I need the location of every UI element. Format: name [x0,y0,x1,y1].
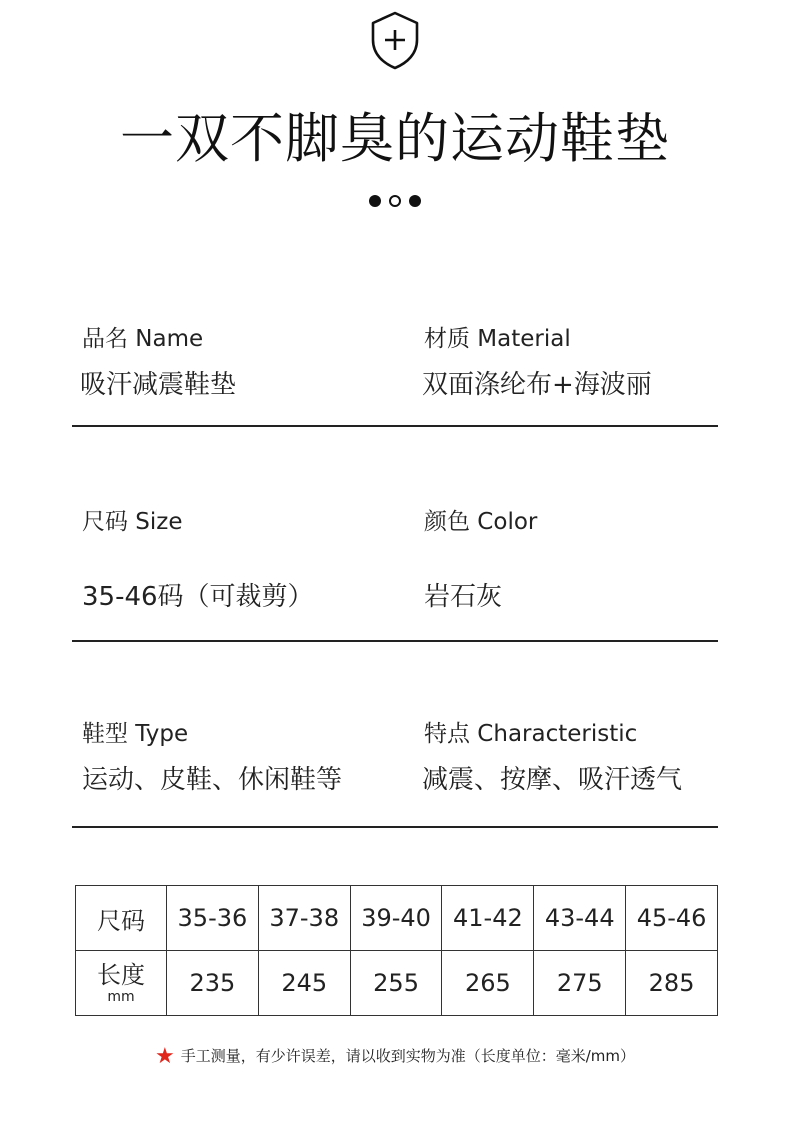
size-cell: 45-46 [626,886,718,951]
length-cell: 265 [442,951,534,1016]
name-value: 吸汗减震鞋垫 [80,370,237,400]
length-unit: mm [107,989,135,1005]
shield-plus-icon [369,10,421,70]
length-cell: 285 [626,951,718,1016]
size-value: 35-46码（可裁剪） [82,582,314,612]
divider [72,425,718,427]
length-label: 长度 [97,961,145,989]
size-cell: 37-38 [258,886,350,951]
page-title: 一双不脚臭的运动鞋垫 [120,107,670,170]
material-value: 双面涤纶布+海波丽 [422,370,652,400]
color-label: 颜色 Color [424,509,538,535]
type-value: 运动、皮鞋、休闲鞋等 [82,765,343,795]
length-cell: 255 [350,951,442,1016]
material-label: 材质 Material [424,326,571,352]
size-chart-table [75,885,718,1016]
size-cell: 35-36 [167,886,259,951]
size-cell: 39-40 [350,886,442,951]
size-cell: 43-44 [534,886,626,951]
length-header-cell [76,951,167,1016]
measurement-note [0,1044,790,1069]
divider [72,826,718,828]
color-value: 岩石灰 [424,582,503,612]
decorative-dots [367,194,423,210]
name-label: 品名 Name [82,326,204,352]
size-label: 尺码 Size [82,509,183,535]
table-row [76,886,718,951]
feature-value: 减震、按摩、吸汗透气 [422,765,683,795]
feature-label: 特点 Characteristic [424,721,638,747]
note-text: 手工测量，有少许误差，请以收到实物为准（长度单位：毫米/mm） [180,1047,635,1065]
length-cell: 275 [534,951,626,1016]
type-label: 鞋型 Type [82,721,189,747]
dot-hollow-icon [389,195,401,207]
length-cell: 235 [167,951,259,1016]
table-row [76,951,718,1016]
divider [72,640,718,642]
dot-filled-icon [369,195,381,207]
length-cell: 245 [258,951,350,1016]
dot-filled-icon [409,195,421,207]
star-icon: ★ [154,1044,175,1069]
size-cell: 41-42 [442,886,534,951]
size-header-cell: 尺码 [76,886,167,951]
